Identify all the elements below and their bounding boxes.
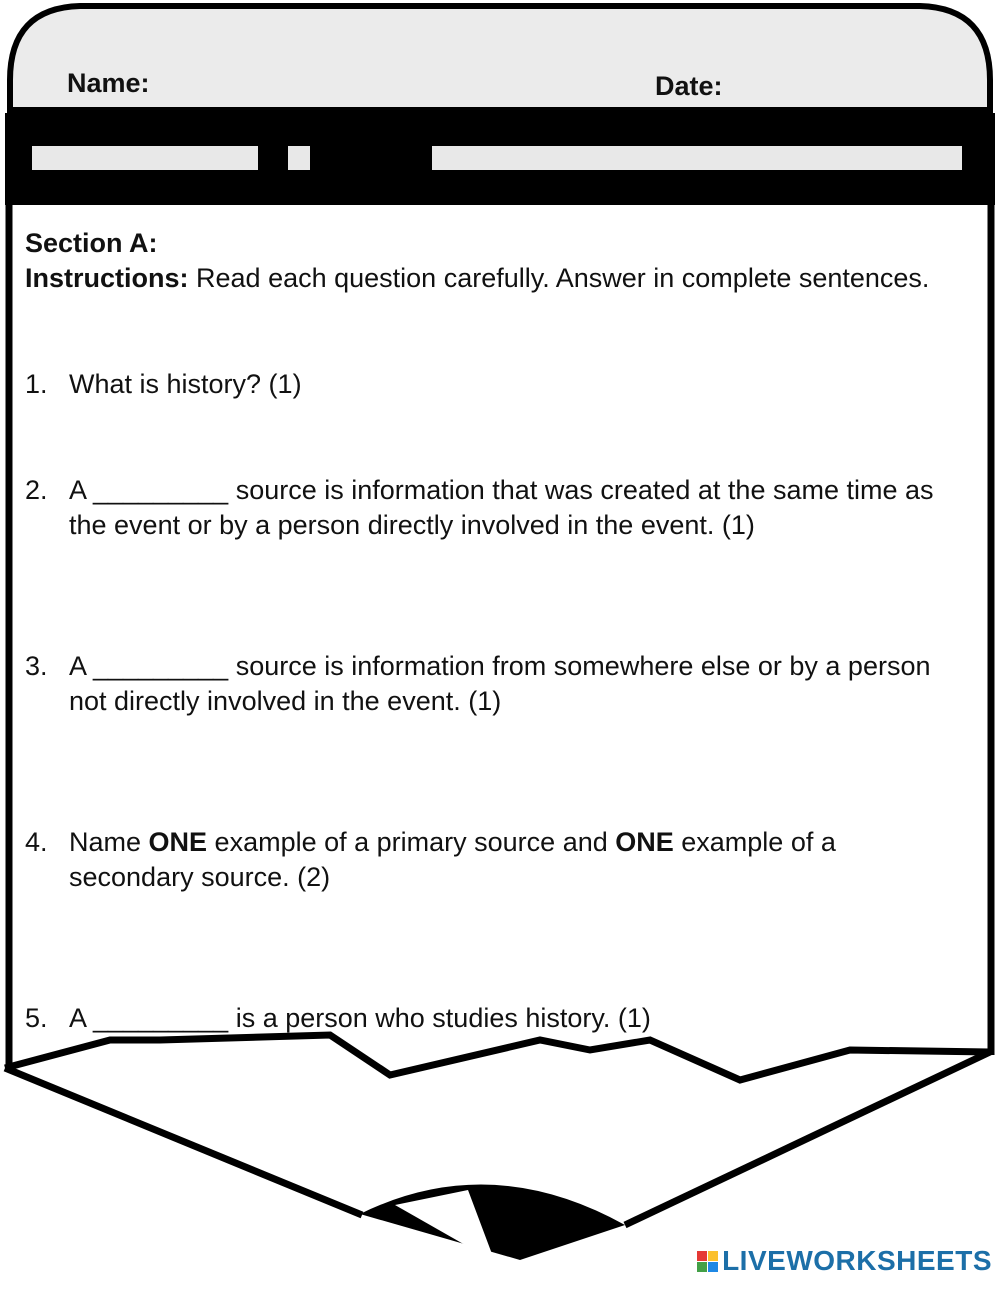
eraser-band	[10, 6, 990, 110]
question-2	[25, 473, 955, 543]
answer-blank[interactable]: _________	[93, 651, 229, 681]
liveworksheets-icon	[697, 1251, 718, 1272]
jagged-cut-line	[5, 1035, 990, 1080]
name-field-extra[interactable]	[288, 146, 310, 170]
question-text: A _________ source is information that was created at the same time as the event or by a person directly involved in the event. (1)	[69, 475, 934, 540]
answer-blank[interactable]: _________	[93, 475, 229, 505]
cone-right-edge	[625, 1052, 990, 1225]
question-number: 5.	[25, 1003, 48, 1033]
date-label: Date:	[655, 71, 723, 101]
answer-blank[interactable]: _________	[93, 1003, 229, 1033]
question-text: What is history? (1)	[69, 369, 302, 399]
brand-name: LIVEWORKSHEETS	[722, 1245, 992, 1276]
instructions-label: Instructions:	[25, 263, 189, 293]
icon-square-red	[697, 1251, 707, 1261]
question-text: A _________ source is information from somewhere else or by a person not directly involved in the event. (1)	[69, 651, 931, 716]
graphite-tip	[360, 1185, 625, 1260]
instructions-text: Read each question carefully. Answer in complete sentences.	[188, 263, 930, 293]
question-number: 3.	[25, 651, 48, 681]
question-text: A _________ is a person who studies history. (1)	[69, 1001, 955, 1036]
question-5	[25, 1001, 955, 1036]
icon-square-blue	[708, 1262, 718, 1272]
date-field[interactable]	[432, 146, 962, 170]
question-number: 2.	[25, 475, 48, 505]
instructions	[25, 261, 955, 296]
question-3	[25, 649, 955, 719]
brand-logo	[697, 1245, 992, 1277]
icon-square-green	[697, 1262, 707, 1272]
question-number: 4.	[25, 827, 48, 857]
name-field[interactable]	[32, 146, 258, 170]
cone-left-edge	[5, 1068, 362, 1215]
question-number: 1.	[25, 369, 48, 399]
icon-square-yellow	[708, 1251, 718, 1261]
name-label: Name:	[67, 68, 150, 98]
section-title: Section A:	[25, 228, 158, 258]
question-4	[25, 825, 955, 895]
question-1	[25, 367, 955, 402]
question-text: Name ONE example of a primary source and ONE example of a secondary source. (2)	[69, 827, 836, 892]
